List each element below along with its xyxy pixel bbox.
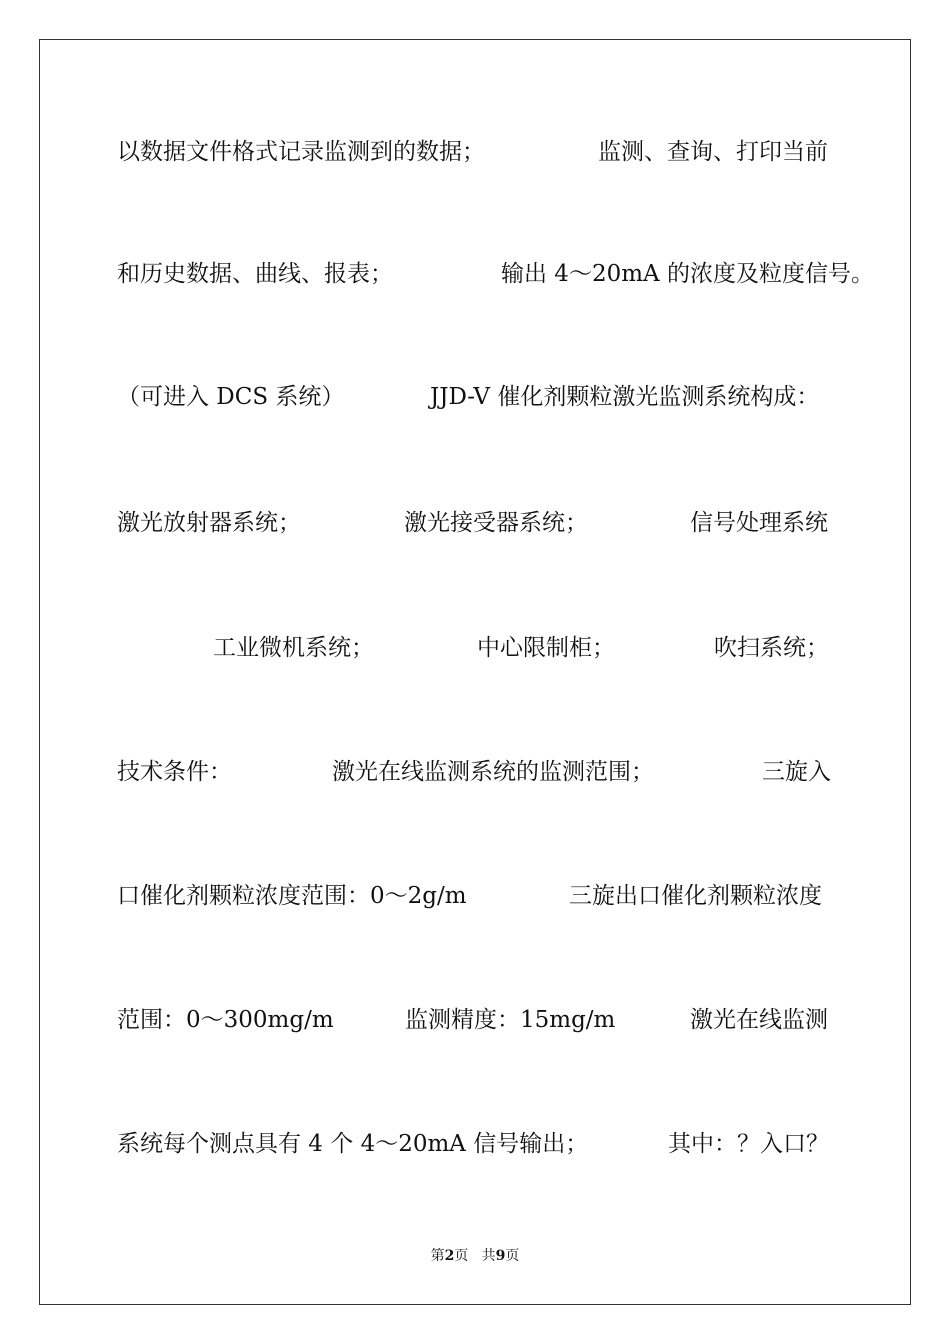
page-footer: [0, 1246, 950, 1266]
text-segment: 技术条件：: [117, 759, 232, 785]
page-number-prefix: 第: [430, 1248, 445, 1264]
total-pages-prefix: 共: [481, 1248, 496, 1264]
text-segment: 监测精度：15mg/m: [405, 1007, 616, 1033]
total-pages: 9: [495, 1248, 506, 1264]
text-segment: 工业微机系统；: [213, 635, 374, 661]
text-segment: 口催化剂颗粒浓度范围：0～2g/m: [117, 883, 467, 909]
text-segment: 三旋出口催化剂颗粒浓度: [569, 883, 822, 909]
text-segment: 范围：0～300mg/m: [117, 1007, 334, 1033]
text-segment: 吹扫系统；: [714, 635, 829, 661]
text-segment: 以数据文件格式记录监测到的数据；: [117, 139, 485, 165]
text-segment: 监测、查询、打印当前: [598, 139, 828, 165]
text-segment: 激光接受器系统；: [404, 510, 588, 536]
total-pages-suffix: 页: [505, 1248, 520, 1264]
page-number-suffix: 页: [454, 1248, 469, 1264]
text-segment: 系统每个测点具有 4 个 4～20mA 信号输出；: [117, 1131, 589, 1157]
text-segment: 输出 4～20mA 的浓度及粒度信号。: [501, 261, 874, 287]
text-segment: （可进入 DCS 系统）: [117, 384, 345, 410]
text-segment: 其中：？入口？: [668, 1131, 829, 1157]
text-segment: 中心限制柜；: [477, 635, 615, 661]
text-segment: 激光在线监测: [690, 1007, 828, 1033]
page-number: 2: [444, 1248, 455, 1264]
text-segment: JJD-V 催化剂颗粒激光监测系统构成：: [430, 384, 820, 410]
text-segment: 信号处理系统: [690, 510, 828, 536]
page-border: [39, 39, 911, 1305]
text-segment: 激光在线监测系统的监测范围；: [332, 759, 654, 785]
text-segment: 三旋入: [762, 759, 831, 785]
text-segment: 激光放射器系统；: [117, 510, 301, 536]
text-segment: 和历史数据、曲线、报表；: [117, 261, 393, 287]
